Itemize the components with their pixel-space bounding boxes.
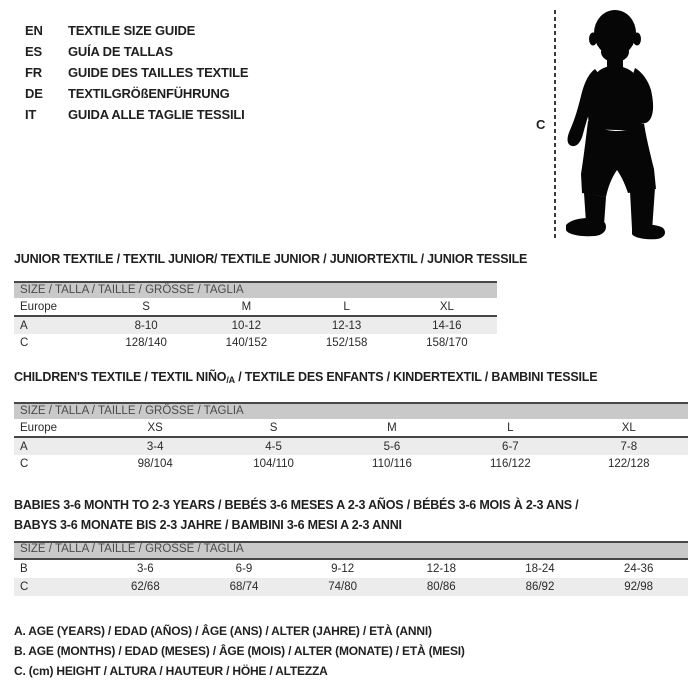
language-title-list — [25, 20, 248, 125]
section-babies-textile — [14, 495, 688, 596]
size-cell: 8-10 — [134, 319, 158, 332]
language-code: DE — [25, 86, 43, 101]
row-label: C — [20, 581, 29, 593]
size-cell: 18-24 — [525, 563, 555, 575]
language-title: GUIDE DES TAILLES TEXTILE — [68, 65, 249, 80]
height-dotted-line — [554, 10, 556, 239]
heading-line-1: BABIES 3-6 MONTH TO 2-3 YEARS / BEBÉS 3-6 MESES A 2-3 AÑOS / BÉBÉS 3-6 MOIS À 2-3 ANS / — [14, 498, 579, 512]
size-cell: 3-4 — [146, 440, 164, 453]
row-label: C — [20, 337, 29, 349]
language-code: EN — [25, 23, 43, 38]
babies-size-table — [14, 560, 688, 596]
size-cell: S — [214, 419, 332, 437]
size-cell: 110/116 — [372, 458, 412, 470]
row-label: Europe — [14, 419, 96, 437]
section-junior-textile — [14, 252, 528, 352]
size-cell: 140/152 — [225, 337, 268, 349]
language-row-it — [25, 104, 248, 125]
note-age-years: A. AGE (YEARS) / EDAD (AÑOS) / ÂGE (ANS) / ALTER (JAHRE) / ETÀ (ANNI) — [14, 624, 432, 638]
heading-text: CHILDREN'S TEXTILE / TEXTIL NIÑO — [14, 370, 227, 384]
height-measure-label: C — [536, 117, 546, 132]
size-cell: 98/104 — [137, 458, 173, 470]
size-table-row — [14, 578, 688, 596]
language-row-fr — [25, 62, 248, 83]
size-cell: 10-12 — [231, 319, 262, 332]
size-cell: XL — [570, 419, 688, 437]
size-table-row — [14, 455, 688, 473]
size-cell: 92/98 — [624, 581, 654, 593]
size-cell: M — [333, 419, 451, 437]
heading-text: / TEXTILE DES ENFANTS / KINDERTEXTIL / BAMBINI TESSILE — [234, 370, 598, 384]
size-cell: XS — [96, 419, 214, 437]
size-cell: 86/92 — [525, 581, 555, 593]
language-code: ES — [25, 44, 42, 59]
size-cell: 80/86 — [426, 581, 456, 593]
size-cell: 5-6 — [383, 440, 401, 453]
size-cell: 158/170 — [426, 337, 468, 349]
language-code: FR — [25, 65, 42, 80]
size-cell: 24-36 — [623, 563, 654, 575]
size-cell: 9-12 — [331, 563, 355, 575]
note-age-months: B. AGE (MONTHS) / EDAD (MESES) / ÂGE (MOIS) / ALTER (MONATE) / ETÀ (MESI) — [14, 644, 465, 658]
height-measure-figure — [520, 0, 700, 250]
size-header-bar: SIZE / TALLA / TAILLE / GRÖSSE / TAGLIA — [14, 541, 688, 560]
size-cell: 12-13 — [331, 319, 362, 332]
section-heading-junior: JUNIOR TEXTILE / TEXTIL JUNIOR/ TEXTILE JUNIOR / JUNIORTEXTIL / JUNIOR TESSILE — [14, 252, 528, 266]
size-cell: 12-18 — [426, 563, 456, 575]
language-row-es — [25, 41, 248, 62]
row-label: A — [20, 440, 28, 453]
row-label: A — [20, 319, 28, 332]
size-cell: M — [196, 298, 296, 316]
size-cell: S — [96, 298, 196, 316]
size-header-bar: SIZE / TALLA / TAILLE / GRÖSSE / TAGLIA — [14, 281, 497, 298]
size-header-bar: SIZE / TALLA / TAILLE / GRÖSSE / TAGLIA — [14, 402, 688, 419]
size-cell: 6-9 — [235, 563, 253, 575]
note-height-cm: C. (cm) HEIGHT / ALTURA / HAUTEUR / HÖHE / ALTEZZA — [14, 664, 328, 678]
size-cell: 14-16 — [432, 319, 462, 332]
size-cell: L — [451, 419, 569, 437]
row-label: Europe — [14, 298, 96, 316]
size-cell: 152/158 — [325, 337, 368, 349]
size-cell: 74/80 — [328, 581, 358, 593]
language-title: GUÍA DE TALLAS — [68, 44, 173, 59]
size-table-row — [14, 437, 688, 455]
size-table-row — [14, 560, 688, 578]
legend-notes — [14, 621, 465, 681]
toddler-silhouette-icon — [562, 9, 668, 245]
size-cell: 6-7 — [502, 440, 519, 453]
size-cell: 4-5 — [265, 440, 282, 453]
children-size-table — [14, 419, 688, 473]
row-label: C — [20, 458, 29, 470]
size-cell: 116/122 — [490, 458, 531, 470]
row-label: B — [20, 563, 28, 575]
section-heading-children — [14, 370, 688, 388]
size-table-row — [14, 419, 688, 437]
size-cell: 62/68 — [130, 581, 160, 593]
junior-size-table — [14, 298, 497, 352]
section-children-textile — [14, 370, 688, 473]
size-cell: 68/74 — [229, 581, 259, 593]
size-table-row — [14, 334, 497, 352]
size-cell: 128/140 — [125, 337, 167, 349]
language-row-de — [25, 83, 248, 104]
section-heading-babies — [14, 495, 688, 535]
size-cell: XL — [397, 298, 497, 316]
language-code: IT — [25, 107, 37, 122]
size-cell: 7-8 — [620, 440, 638, 453]
heading-line-2: BABYS 3-6 MONATE BIS 2-3 JAHRE / BAMBINI 3-6 MESI A 2-3 ANNI — [14, 518, 402, 532]
size-cell: 104/110 — [253, 458, 294, 470]
size-cell: 122/128 — [607, 458, 650, 470]
size-cell: 3-6 — [137, 563, 154, 575]
language-title: GUIDA ALLE TAGLIE TESSILI — [68, 107, 245, 122]
language-title: TEXTILGRÖßENFÜHRUNG — [68, 86, 230, 101]
size-table-row — [14, 316, 497, 334]
language-title: TEXTILE SIZE GUIDE — [68, 23, 196, 38]
size-table-row — [14, 298, 497, 316]
size-cell: L — [297, 298, 397, 316]
heading-text-subscript: /A — [226, 375, 235, 385]
language-row-en — [25, 20, 248, 41]
